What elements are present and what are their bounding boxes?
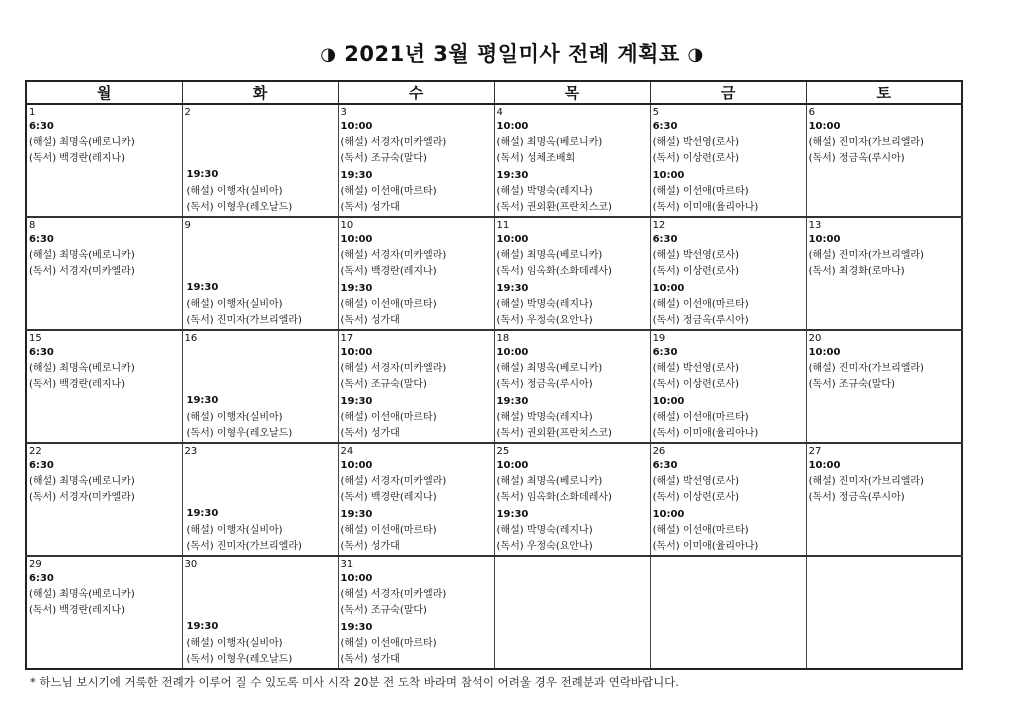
role-assignment: (해설) 박선영(로사) <box>652 476 739 488</box>
role-assignment: (해설) 이선애(마르타) <box>652 298 749 310</box>
role-assignment: (해설) 최명옥(베로니카) <box>29 363 135 375</box>
role-assignment: (해설) 최명옥(베로니카) <box>29 589 135 601</box>
weekday-header: 화 <box>182 81 338 104</box>
role-assignment: (해설) 박선영(로사) <box>652 250 739 262</box>
role-assignment: (독서) 성가대 <box>340 202 400 214</box>
day-cell <box>338 556 494 669</box>
evening-mass-block <box>187 393 336 442</box>
title-text: 2021년 3월 평일미사 전례 계획표 <box>344 42 680 66</box>
mass-time: 6:30 <box>652 234 678 245</box>
mass-time: 19:30 <box>186 395 219 407</box>
role-assignment: (해설) 최명옥(베로니카) <box>496 363 603 375</box>
role-assignment: (해설) 이선애(마르타) <box>652 411 749 423</box>
role-assignment: (독서) 백경란(레지나) <box>340 266 437 278</box>
day-cell <box>650 556 806 669</box>
role-assignment: (독서) 정금옥(루시아) <box>808 153 905 165</box>
day-number: 9 <box>184 220 191 231</box>
mass-time: 6:30 <box>652 460 678 471</box>
day-cell-content <box>497 445 648 555</box>
role-assignment: (독서) 백경란(레지나) <box>29 153 126 165</box>
role-assignment: (독서) 우정숙(요안나) <box>496 315 593 327</box>
day-cell <box>182 556 338 669</box>
role-assignment: (해설) 이선애(마르타) <box>652 524 749 536</box>
mass-time: 6:30 <box>29 347 54 358</box>
role-assignment: (독서) 우정숙(요안나) <box>496 541 593 553</box>
day-cell <box>182 217 338 330</box>
evening-mass-block <box>187 167 336 216</box>
role-assignment: (해설) 서경자(미카엘라) <box>340 476 447 488</box>
day-number: 29 <box>29 559 42 570</box>
role-assignment: (독서) 권외환(프란치스코) <box>496 428 612 440</box>
day-cell <box>26 443 182 556</box>
role-assignment: (독서) 서경자(미카엘라) <box>29 266 135 278</box>
role-assignment: (해설) 이행자(실비아) <box>186 637 283 649</box>
mass-time: 10:00 <box>340 234 373 245</box>
role-assignment: (해설) 서경자(미카엘라) <box>340 589 447 601</box>
day-cell-content <box>29 106 180 216</box>
week-row <box>26 443 962 556</box>
day-number: 1 <box>29 107 36 118</box>
role-assignment: (독서) 조규숙(말다) <box>340 605 427 617</box>
role-assignment: (독서) 성가대 <box>340 428 400 440</box>
role-assignment: (해설) 진미자(가브리엘라) <box>808 137 924 149</box>
day-cell-content <box>341 106 492 216</box>
role-assignment: (해설) 이선애(마르타) <box>340 411 437 423</box>
half-moon-icon: ◑ <box>687 44 704 65</box>
role-assignment: (해설) 서경자(미카엘라) <box>340 137 447 149</box>
role-assignment: (해설) 최명옥(베로니카) <box>496 250 603 262</box>
role-assignment: (독서) 이형우(레오날드) <box>186 201 293 213</box>
mass-time: 6:30 <box>29 234 54 245</box>
mass-time: 19:30 <box>496 395 529 407</box>
mass-time: 10:00 <box>808 121 841 132</box>
day-cell-content <box>653 219 804 329</box>
mass-time: 10:00 <box>496 460 529 471</box>
day-cell-content <box>497 106 648 216</box>
week-row <box>26 556 962 669</box>
day-number: 13 <box>808 220 822 231</box>
role-assignment: (독서) 최경화(로마나) <box>808 266 905 278</box>
role-assignment: (독서) 이미애(율리아나) <box>652 541 759 553</box>
role-assignment: (독서) 조규숙(말다) <box>340 153 427 165</box>
day-number: 16 <box>184 333 198 344</box>
day-cell <box>182 104 338 217</box>
mass-time: 10:00 <box>496 121 529 132</box>
page-title <box>0 38 1024 68</box>
mass-time: 19:30 <box>340 508 373 520</box>
role-assignment: (독서) 임옥화(소화데레사) <box>496 492 612 504</box>
mass-time: 10:00 <box>652 169 685 181</box>
day-cell-content <box>809 106 959 216</box>
day-number: 6 <box>808 107 815 118</box>
day-number: 2 <box>184 107 191 118</box>
role-assignment: (독서) 이미애(율리아나) <box>652 202 759 214</box>
evening-mass-block <box>187 280 336 329</box>
day-cell-content <box>653 445 804 555</box>
role-assignment: (해설) 이선애(마르타) <box>652 185 749 197</box>
mass-time: 10:00 <box>652 395 685 407</box>
day-cell <box>26 330 182 443</box>
role-assignment: (해설) 박명숙(레지나) <box>496 298 593 310</box>
day-number: 30 <box>184 559 198 570</box>
day-cell-content <box>497 219 648 329</box>
mass-time: 6:30 <box>29 460 54 471</box>
day-number: 4 <box>496 107 503 118</box>
role-assignment: (독서) 정금옥(루시아) <box>808 492 905 504</box>
role-assignment: (독서) 이미애(율리아나) <box>652 428 759 440</box>
day-number: 20 <box>808 333 822 344</box>
weekday-header: 토 <box>806 81 962 104</box>
role-assignment: (해설) 이선애(마르타) <box>340 637 437 649</box>
role-assignment: (해설) 최명옥(베로니카) <box>29 476 135 488</box>
day-cell-content <box>341 558 492 668</box>
day-cell <box>26 104 182 217</box>
evening-mass-block <box>187 506 336 555</box>
day-cell <box>650 104 806 217</box>
day-cell <box>806 104 962 217</box>
mass-time: 10:00 <box>808 234 841 245</box>
day-number: 31 <box>340 559 354 570</box>
mass-time: 19:30 <box>496 282 529 294</box>
mass-time: 10:00 <box>496 234 529 245</box>
day-cell-content <box>653 558 804 668</box>
day-cell-content <box>185 106 336 216</box>
role-assignment: (독서) 조규숙(말다) <box>808 379 895 391</box>
mass-time: 6:30 <box>652 121 678 132</box>
role-assignment: (해설) 진미자(가브리엘라) <box>808 476 924 488</box>
day-cell-content <box>185 219 336 329</box>
role-assignment: (독서) 이상련(로사) <box>652 379 739 391</box>
day-number: 23 <box>184 446 198 457</box>
week-row <box>26 330 962 443</box>
half-moon-icon: ◑ <box>320 44 337 65</box>
day-cell-content <box>809 445 959 555</box>
mass-time: 6:30 <box>29 573 54 584</box>
day-cell-content <box>185 558 336 668</box>
day-cell-content <box>653 332 804 442</box>
role-assignment: (독서) 이형우(레오날드) <box>186 653 293 665</box>
mass-time: 19:30 <box>186 621 219 633</box>
role-assignment: (해설) 최명옥(베로니카) <box>29 250 135 262</box>
mass-time: 10:00 <box>340 347 373 358</box>
role-assignment: (독서) 정금옥(루시아) <box>496 379 593 391</box>
day-cell-content <box>341 219 492 329</box>
role-assignment: (독서) 권외환(프란치스코) <box>496 202 612 214</box>
role-assignment: (해설) 최명옥(베로니카) <box>29 137 135 149</box>
mass-time: 6:30 <box>29 121 54 132</box>
day-cell-content <box>29 445 180 555</box>
day-cell-content <box>809 332 959 442</box>
day-cell <box>650 330 806 443</box>
day-number: 8 <box>29 220 36 231</box>
role-assignment: (해설) 이선애(마르타) <box>340 524 437 536</box>
day-cell <box>494 330 650 443</box>
schedule-table <box>25 80 963 670</box>
role-assignment: (독서) 서경자(미카엘라) <box>29 492 135 504</box>
day-cell-content <box>185 445 336 555</box>
mass-time: 19:30 <box>496 169 529 181</box>
day-number: 10 <box>340 220 354 231</box>
role-assignment: (해설) 이행자(실비아) <box>186 298 283 310</box>
day-number: 25 <box>496 446 510 457</box>
mass-time: 10:00 <box>652 282 685 294</box>
mass-time: 19:30 <box>186 282 219 294</box>
day-cell <box>182 330 338 443</box>
day-number: 15 <box>29 333 42 344</box>
day-cell <box>494 217 650 330</box>
mass-time: 19:30 <box>496 508 529 520</box>
mass-time: 19:30 <box>340 621 373 633</box>
day-number: 19 <box>652 333 666 344</box>
day-cell <box>494 556 650 669</box>
day-cell-content <box>653 106 804 216</box>
role-assignment: (독서) 이상련(로사) <box>652 492 739 504</box>
role-assignment: (해설) 서경자(미카엘라) <box>340 363 447 375</box>
role-assignment: (독서) 임옥화(소화데레사) <box>496 266 612 278</box>
day-cell-content <box>497 332 648 442</box>
weekday-header: 월 <box>26 81 182 104</box>
role-assignment: (해설) 서경자(미카엘라) <box>340 250 447 262</box>
role-assignment: (독서) 백경란(레지나) <box>340 492 437 504</box>
day-cell <box>806 330 962 443</box>
day-number: 12 <box>652 220 666 231</box>
role-assignment: (해설) 이행자(실비아) <box>186 185 283 197</box>
role-assignment: (독서) 이형우(레오날드) <box>186 427 293 439</box>
day-number: 22 <box>29 446 42 457</box>
day-number: 5 <box>652 107 659 118</box>
evening-mass-block <box>187 619 336 668</box>
role-assignment: (해설) 이행자(실비아) <box>186 411 283 423</box>
role-assignment: (독서) 성체조배회 <box>496 153 576 165</box>
weekday-header: 금 <box>650 81 806 104</box>
role-assignment: (독서) 진미자(가브리엘라) <box>186 314 302 326</box>
role-assignment: (해설) 이선애(마르타) <box>340 185 437 197</box>
day-cell-content <box>497 558 648 668</box>
role-assignment: (독서) 성가대 <box>340 541 400 553</box>
role-assignment: (독서) 성가대 <box>340 315 400 327</box>
role-assignment: (해설) 박명숙(레지나) <box>496 185 593 197</box>
day-cell <box>26 217 182 330</box>
role-assignment: (해설) 박선영(로사) <box>652 363 739 375</box>
day-number: 11 <box>496 220 510 231</box>
mass-time: 6:30 <box>652 347 678 358</box>
role-assignment: (해설) 박명숙(레지나) <box>496 524 593 536</box>
role-assignment: (해설) 박명숙(레지나) <box>496 411 593 423</box>
role-assignment: (독서) 이상련(로사) <box>652 153 739 165</box>
day-number: 27 <box>808 446 822 457</box>
mass-time: 10:00 <box>652 508 685 520</box>
day-cell <box>650 217 806 330</box>
role-assignment: (독서) 성가대 <box>340 654 400 666</box>
mass-time: 19:30 <box>186 508 219 520</box>
day-cell <box>494 104 650 217</box>
week-row <box>26 104 962 217</box>
role-assignment: (독서) 조규숙(말다) <box>340 379 427 391</box>
day-cell <box>806 217 962 330</box>
role-assignment: (독서) 백경란(레지나) <box>29 379 126 391</box>
day-number: 26 <box>652 446 666 457</box>
mass-time: 10:00 <box>496 347 529 358</box>
footnote: * 하느님 보시기에 거룩한 전례가 이루어 질 수 있도록 미사 시작 20분 전 도착 바라며 참석이 어려울 경우 전례분과 연락바랍니다. <box>30 675 679 689</box>
week-row <box>26 217 962 330</box>
day-cell-content <box>29 219 180 329</box>
day-cell <box>806 443 962 556</box>
mass-time: 19:30 <box>186 169 219 181</box>
day-cell <box>494 443 650 556</box>
role-assignment: (독서) 정금옥(루시아) <box>652 315 749 327</box>
role-assignment: (해설) 진미자(가브리엘라) <box>808 363 924 375</box>
day-cell <box>806 556 962 669</box>
day-cell-content <box>809 219 959 329</box>
day-cell-content <box>29 558 180 668</box>
role-assignment: (해설) 이선애(마르타) <box>340 298 437 310</box>
mass-time: 19:30 <box>340 395 373 407</box>
mass-time: 10:00 <box>808 460 841 471</box>
day-cell <box>182 443 338 556</box>
day-cell-content <box>341 332 492 442</box>
day-cell <box>338 443 494 556</box>
day-cell-content <box>809 558 959 668</box>
day-number: 18 <box>496 333 510 344</box>
role-assignment: (해설) 이행자(실비아) <box>186 524 283 536</box>
day-cell <box>650 443 806 556</box>
day-cell-content <box>341 445 492 555</box>
day-cell <box>338 104 494 217</box>
day-cell <box>26 556 182 669</box>
role-assignment: (해설) 진미자(가브리엘라) <box>808 250 924 262</box>
day-cell <box>338 217 494 330</box>
mass-time: 10:00 <box>808 347 841 358</box>
weekday-header: 수 <box>338 81 494 104</box>
role-assignment: (해설) 박선영(로사) <box>652 137 739 149</box>
weekday-header: 목 <box>494 81 650 104</box>
day-number: 17 <box>340 333 354 344</box>
mass-time: 19:30 <box>340 169 373 181</box>
mass-time: 10:00 <box>340 573 373 584</box>
weekday-header-row <box>26 81 962 104</box>
day-cell-content <box>29 332 180 442</box>
day-cell <box>338 330 494 443</box>
day-number: 3 <box>340 107 347 118</box>
role-assignment: (독서) 진미자(가브리엘라) <box>186 540 302 552</box>
role-assignment: (독서) 백경란(레지나) <box>29 605 126 617</box>
role-assignment: (해설) 최명옥(베로니카) <box>496 476 603 488</box>
role-assignment: (독서) 이상련(로사) <box>652 266 739 278</box>
mass-time: 19:30 <box>340 282 373 294</box>
day-cell-content <box>185 332 336 442</box>
role-assignment: (해설) 최명옥(베로니카) <box>496 137 603 149</box>
day-number: 24 <box>340 446 354 457</box>
mass-time: 10:00 <box>340 121 373 132</box>
mass-time: 10:00 <box>340 460 373 471</box>
